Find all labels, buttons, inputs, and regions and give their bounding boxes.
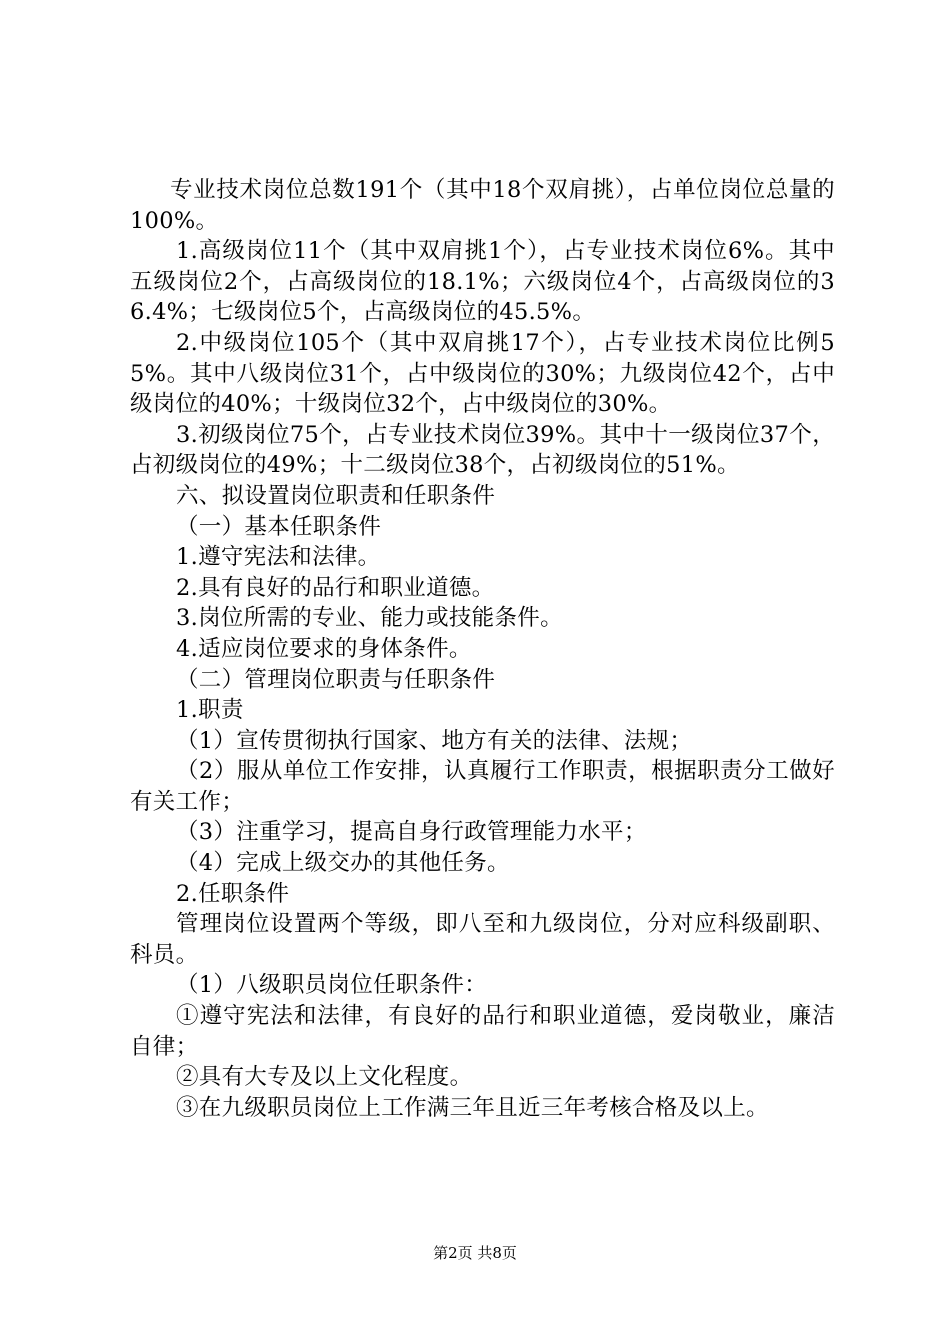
list-item: 4.适应岗位要求的身体条件。 <box>176 635 472 662</box>
list-item: （3）注重学习，提高自身行政管理能力水平； <box>176 819 647 846</box>
paragraph-intermediate-posts: 2.中级岗位105个（其中双肩挑17个），占专业技术岗位比例55%。其中八级岗位31个，占中级岗位的30%；九级岗位42个，占中级岗位的40%；十级岗位32个，占中级岗位的30%。 <box>130 329 835 418</box>
list-item: ①遵守宪法和法律，有良好的品行和职业道德，爱岗敬业，廉洁自律； <box>130 1003 835 1060</box>
page-footer <box>0 1243 950 1263</box>
list-item: ③在九级职员岗位上工作满三年且近三年考核合格及以上。 <box>176 1094 769 1121</box>
paragraph-total-technical-posts: 专业技术岗位总数191个（其中18个双肩挑），占单位岗位总量的100%。 <box>130 177 835 234</box>
subsection-heading-basic-conditions: （一）基本任职条件 <box>176 513 382 540</box>
section-heading-duties: 六、拟设置岗位职责和任职条件 <box>176 482 496 509</box>
list-item: （2）服从单位工作安排，认真履行工作职责，根据职责分工做好有关工作； <box>130 758 835 815</box>
list-item: 1.遵守宪法和法律。 <box>176 544 381 571</box>
subsection-heading-management-posts: （二）管理岗位职责与任职条件 <box>176 666 496 693</box>
subheading-qualifications: 2.任职条件 <box>176 880 290 907</box>
subheading-duties: 1.职责 <box>176 697 244 724</box>
document-body <box>130 175 835 1123</box>
list-item: ②具有大专及以上文化程度。 <box>176 1064 473 1091</box>
subheading-level8-conditions: （1）八级职员岗位任职条件： <box>176 972 488 999</box>
paragraph-junior-posts: 3.初级岗位75个，占专业技术岗位39%。其中十一级岗位37个，占初级岗位的49%；十二级岗位38个，占初级岗位的51%。 <box>130 421 835 479</box>
list-item: （4）完成上级交办的其他任务。 <box>176 850 510 877</box>
page-number-label: 第2页 共8页 <box>433 1244 517 1262</box>
paragraph-senior-posts: 1.高级岗位11个（其中双肩挑1个），占专业技术岗位6%。其中五级岗位2个，占高级岗位的18.1%；六级岗位4个，占高级岗位的36.4%；七级岗位5个，占高级岗位的45.5%。 <box>130 238 835 326</box>
list-item: 3.岗位所需的专业、能力或技能条件。 <box>176 605 563 632</box>
paragraph-management-levels: 管理岗位设置两个等级，即八至和九级岗位，分对应科级副职、科员。 <box>130 911 835 968</box>
list-item: （1）宣传贯彻执行国家、地方有关的法律、法规； <box>176 727 693 754</box>
list-item: 2.具有良好的品行和职业道德。 <box>176 574 495 601</box>
